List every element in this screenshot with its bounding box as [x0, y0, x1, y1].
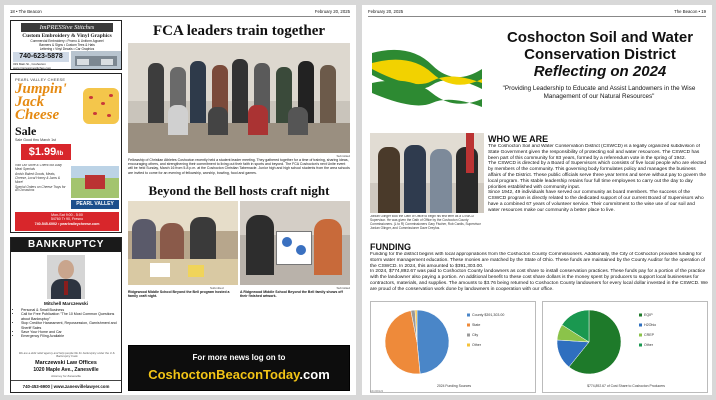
banner-site-name: CoshoctonBeaconToday	[148, 367, 300, 382]
address-line: 319 Main St., Coshocton	[13, 62, 46, 66]
chart-caption: 2024 Funding Sources	[436, 384, 472, 388]
funding-paragraph: In 2024, $774,892.67 was paid to Coshocton County landowners as cost share to install conservation practices. These funds pay for a portion of the practice with the landowner also paying a portion. An additional benefit to these cost share dollars is the money spent by producers to support local businesses for contractors, materials, and supplies. The amounts to $3.76 being returned to Coshocton County landowners for every local dollar invested in the CSWCD. We are proud of the conservation work done by landowners in cooperation with our office.	[370, 269, 708, 292]
cheese-body-line: Amish Baked Goods, Meats, Cheese, Local Honey & Jams & More!	[15, 171, 61, 184]
pie-slice	[417, 310, 449, 374]
craft-photo-1	[128, 201, 238, 285]
law-firm-contact[interactable]: 740-453-6900 | www.zanesvillelawyer.com	[11, 380, 121, 392]
left-folio	[10, 9, 350, 17]
right-folio	[368, 9, 706, 17]
store-phone[interactable]: 740-545-6002 • pearlvalleycheese.com	[34, 221, 100, 226]
embroidery-brand: ImPRESSive Stitches	[21, 23, 113, 32]
cheese-block-image	[83, 88, 119, 124]
who-paragraph: Since 1942, 49 individuals have served our community as board members. The success of the CSWCD program is directly related to the dedicated support of our current Board of Supervisors who have a combined 67 years of volunteer service. Their commitment to the wise use of our soil and water resources make our community a better place to live.	[488, 190, 704, 213]
banner-site-tld: .com	[299, 367, 330, 382]
legend-swatch	[467, 344, 470, 347]
craft-caption-2: A Ridgewood Middle School Beyond the Bell family shows off their finished artwork.	[240, 290, 343, 299]
service-item: • Emergency Filing Available	[21, 334, 119, 338]
legend-label: State	[472, 323, 481, 327]
law-firm-name: Marczewski Law Offices	[35, 360, 97, 366]
web-line[interactable]: www.impressivestitches.com	[13, 65, 52, 70]
district-title	[492, 29, 708, 63]
legend-label: County $391,303.00	[472, 313, 505, 317]
legend-swatch	[639, 334, 642, 337]
fca-caption: Fellowship of Christian Athletes Coshocton recently held a student leader meeting. They gathered together for a time of training, sharing ideas, encouraging others, and strengthening their commitment to living out their faith in sports and beyond. The FCA Coshocton's next Unite event will be held Sunday, March 16 from 5-8 p.m. at the Coshocton Christian Tabernacle. Junior high and high school students from the area schools are invited to come for an evening of fellowship, worship, bowling, food and games.	[128, 158, 350, 175]
cheese-ad[interactable]	[10, 73, 122, 233]
bankruptcy-header: BANKRUPTCY	[11, 238, 121, 252]
cheese-name-line: Jack	[15, 94, 45, 110]
lawyer-portrait	[47, 255, 85, 299]
legend-label: CREP	[644, 333, 654, 337]
page-number: The Beacon • 19	[674, 9, 706, 14]
chart-caption: $774,892.67 of Cost Share to Coshocton Producers	[587, 384, 665, 388]
store-address: 54760 Tr 90, Fresno	[50, 217, 84, 222]
funding-heading: FUNDING	[370, 242, 411, 252]
bankruptcy-ad[interactable]	[10, 237, 122, 393]
sale-note: Sale Good thru March 1st	[15, 138, 56, 142]
cheese-name-line: Jumpin'	[15, 81, 67, 97]
cheese-ad-header: PEARL VALLEY CHEESE	[15, 77, 66, 82]
legend-swatch	[639, 324, 642, 327]
craft-photo-2-credit: Submitted	[336, 286, 350, 290]
embroidery-services	[15, 40, 119, 51]
craft-photo-1-credit: Submitted	[210, 286, 224, 290]
price-unit: /lb	[56, 151, 64, 157]
fca-headline: FCA leaders train together	[152, 23, 326, 39]
legend-swatch	[639, 314, 642, 317]
cheese-contact-bar	[15, 212, 119, 231]
craft-caption-1: Ridgewood Middle School Beyond the Bell program hosted a family craft night.	[128, 290, 230, 299]
pearl-valley-logo: PEARL VALLEY	[71, 200, 119, 209]
service-line: Banners & Signs • Custom Tees & Hats	[39, 42, 95, 47]
debt-relief-note: We are a debt relief agency and help people file for bankruptcy under the U.S. Bankruptcy Code	[18, 352, 116, 359]
photo-caption: Jordan Olinger took the Oath of Office to begin his first term as a CSWCD Supervisor. He was given the Oath of Office by the Coshocton County Commissioners. (L to R) Commissioners Gary Fischer, Rob Cardis, Supervisor Jordan Olinger, and Commissioner Dave Dreyfus.	[370, 215, 481, 230]
service-item: • Stop Creditor Harassment, Repossession, Garnishment and Sheriff Sales	[21, 321, 119, 330]
cheese-product-name	[15, 83, 67, 122]
lawyer-name: Mitchell Marczewski	[44, 301, 88, 306]
embroidery-ad[interactable]	[10, 20, 122, 70]
legend-label: H2Ohio	[644, 323, 657, 327]
legend-swatch	[639, 344, 642, 347]
right-newspaper-page	[362, 5, 712, 395]
title-line: Coshocton Soil and Water	[506, 29, 694, 46]
title-subtitle: Reflecting on 2024	[533, 63, 667, 80]
fca-photo-credit: Submitted	[336, 154, 350, 158]
who-we-are-body	[488, 144, 708, 214]
funding-paragraph: Funding for the district begins with local appropriations from the Coshocton County Commissioners. Additionally, the City of Coshocton provides funding for storm water management education. These monies are matched by the State of Ohio. These funds are maintained by the County Auditor for the operation of the CSWCD. In 2024, this amounted to $391,303.00.	[370, 252, 706, 269]
cost-share-chart	[542, 301, 708, 393]
issue-date: February 20, 2025	[314, 9, 350, 14]
law-firm-address: 1020 Maple Ave., Zanesville	[33, 367, 99, 373]
legend-label: Other	[644, 343, 653, 347]
oath-of-office-photo	[370, 133, 484, 213]
cheese-body-line: Visit Our Store & Check out Daily Meat Specials	[15, 164, 62, 171]
legend-label: Other	[472, 343, 481, 347]
issue-date: February 20, 2025	[368, 9, 404, 14]
legend-label: City	[472, 333, 479, 337]
banner-site-link[interactable]	[129, 367, 349, 382]
who-we-are-heading: WHO WE ARE	[488, 134, 549, 144]
bankruptcy-services-list	[15, 308, 119, 339]
fca-group-photo	[128, 43, 350, 153]
service-item: • Call for Free Publication "The 10 Most Common Questions about Bankruptcy"	[21, 312, 119, 321]
legend-label: EQIP	[644, 313, 653, 317]
web-promo-banner[interactable]	[128, 345, 350, 391]
district-tagline: "Providing Leadership to Educate and Assist Landowners in the Wise Management of our Natural Resources"	[502, 85, 696, 101]
funding-sources-chart	[370, 301, 536, 393]
ad-tag: AD-000123	[370, 390, 384, 393]
who-paragraph: The CSWCD is directed by a Board of Supervisors which consists of five local people who are elected by members of the community. This governing body formulates policy and manages the business affairs of the District. These public officials serve three year terms and serve without pay to govern the local program. This stable leadership retains four full time employees to carry out the day to day priorities established with community input.	[488, 161, 707, 190]
craft-photo-2	[240, 201, 350, 285]
funding-body	[370, 252, 708, 293]
cheese-name-line: Cheese	[15, 107, 60, 123]
embroidery-address	[13, 63, 71, 70]
embroidery-phone[interactable]: 740-623-5878	[13, 52, 69, 62]
legend-swatch	[467, 324, 470, 327]
title-line: Conservation District	[524, 46, 676, 63]
cheese-price-badge	[21, 144, 71, 160]
sale-label: Sale	[15, 124, 37, 138]
who-paragraph: The Coshocton Soil and Water Conservation District (CSWCD) is a legally organized subdivision of State Government given the responsibility of protecting soil and water resources. The CSWCD has been part of this community for 83 years, formed by a referendum vote in the spring of 1942.	[488, 144, 700, 161]
service-item: • Save Your Home and Car	[21, 330, 119, 334]
law-firm-sub: Attorney for Zanesville	[51, 374, 81, 378]
banner-line: For more news log on to	[192, 353, 286, 362]
left-newspaper-page	[4, 5, 356, 395]
cswcd-logo	[370, 23, 482, 109]
embroidery-title: Custom Embroidery & Vinyl Graphics	[22, 33, 112, 39]
craft-headline: Beyond the Bell hosts craft night	[148, 183, 330, 198]
store-hours: Mon-Sat 9:00 - 5:00	[51, 213, 83, 217]
price-value: $1.99	[28, 146, 57, 158]
legend-swatch	[467, 314, 470, 317]
cheese-body-line: Special Orders on Cheese Trays for All Occasions	[15, 184, 66, 193]
cost-share-pie	[543, 302, 709, 382]
legend-swatch	[467, 334, 470, 337]
service-item: • Personal & Small Business	[21, 308, 119, 312]
page-number: 18 • The Beacon	[10, 9, 42, 14]
service-line: Commercial Embroidery • Promo & Uniform Apparel	[30, 39, 104, 43]
embroidery-storefront-image	[71, 51, 121, 69]
service-line: Lettering • Vinyl Decals • Car Graphics	[39, 46, 95, 51]
farm-image	[71, 166, 119, 198]
cheese-ad-body	[15, 164, 67, 193]
funding-sources-pie	[371, 302, 537, 382]
